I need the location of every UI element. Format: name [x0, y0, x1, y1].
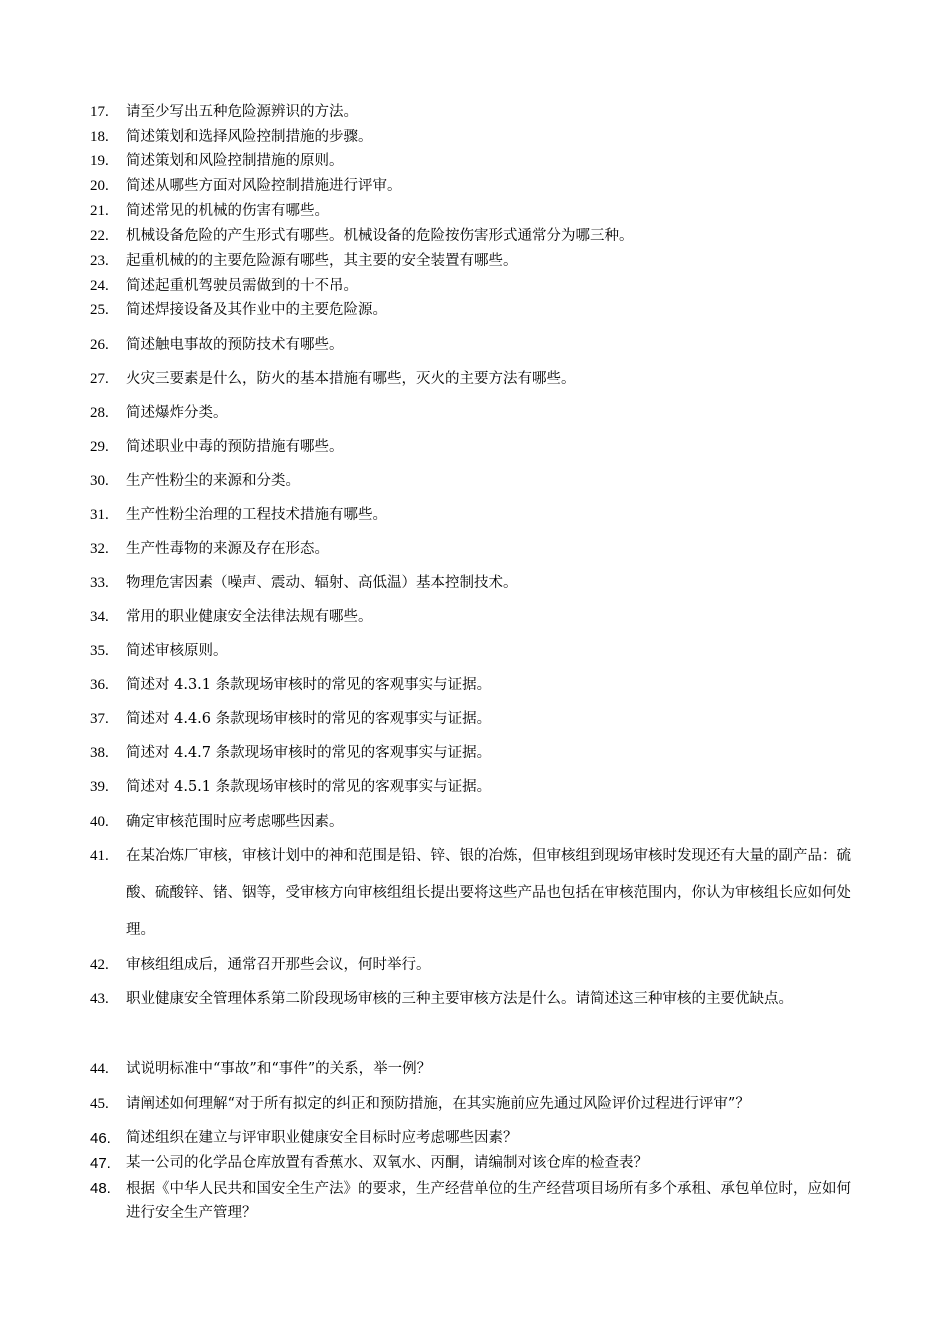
question-29 — [90, 438, 870, 457]
question-text: 根据《中华人民共和国安全生产法》的要求，生产经营单位的生产经营项目场所有多个承租、承包单位时，应如何进行安全生产管理？ — [126, 1181, 851, 1221]
question-32 — [90, 540, 870, 559]
question-47 — [90, 1154, 870, 1173]
question-46 — [90, 1129, 870, 1148]
question-28 — [90, 404, 870, 423]
question-23 — [90, 252, 870, 271]
question-number: 42. — [90, 957, 109, 973]
question-number: 37. — [90, 711, 109, 727]
question-number: 39. — [90, 779, 109, 795]
question-number: 31. — [90, 507, 109, 523]
question-number: 41. — [90, 848, 109, 864]
question-number: 29. — [90, 439, 109, 455]
question-38 — [90, 744, 870, 763]
question-number: 27. — [90, 371, 109, 387]
question-41 — [90, 847, 870, 949]
question-number: 23. — [90, 253, 109, 269]
question-text: 简述职业中毒的预防措施有哪些。 — [126, 439, 344, 455]
question-text: 生产性粉尘治理的工程技术措施有哪些。 — [126, 507, 387, 523]
question-43 — [90, 990, 870, 1018]
question-text: 简述触电事故的预防技术有哪些。 — [126, 337, 344, 353]
question-text: 在某冶炼厂审核，审核计划中的神和范围是铅、锌、银的冶炼，但审核组到现场审核时发现还有大量的副产品：硫酸、硫酸锌、锗、铟等，受审核方向审核组组长提出要将这些产品也包括在审核范围内，你认为审核组长应如何处理。 — [126, 848, 851, 938]
question-35 — [90, 642, 870, 661]
question-number: 47. — [90, 1155, 111, 1172]
question-text: 某一公司的化学品仓库放置有香蕉水、双氧水、丙酮，请编制对该仓库的检查表？ — [126, 1155, 648, 1171]
question-21 — [90, 202, 870, 221]
question-17 — [90, 103, 870, 122]
question-40 — [90, 813, 870, 832]
question-text: 简述对 4.4.7 条款现场审核时的常见的客观事实与证据。 — [126, 745, 492, 761]
question-19 — [90, 152, 870, 171]
question-text: 请阐述如何理解“对于所有拟定的纠正和预防措施，在其实施前应先通过风险评价过程进行评审”？ — [126, 1096, 750, 1112]
question-33 — [90, 574, 870, 593]
question-24 — [90, 277, 870, 296]
question-number: 28. — [90, 405, 109, 421]
question-number: 24. — [90, 278, 109, 294]
question-18 — [90, 128, 870, 147]
question-number: 34. — [90, 609, 109, 625]
question-30 — [90, 472, 870, 491]
question-37 — [90, 710, 870, 729]
question-number: 48. — [90, 1180, 111, 1197]
question-number: 35. — [90, 643, 109, 659]
question-45 — [90, 1095, 870, 1114]
question-36 — [90, 676, 870, 695]
question-number: 25. — [90, 302, 109, 318]
question-number: 20. — [90, 178, 109, 194]
question-text: 简述爆炸分类。 — [126, 405, 228, 421]
question-text: 生产性毒物的来源及存在形态。 — [126, 541, 329, 557]
question-number: 38. — [90, 745, 109, 761]
question-42 — [90, 956, 870, 975]
question-text: 机械设备危险的产生形式有哪些。机械设备的危险按伤害形式通常分为哪三种。 — [126, 228, 634, 244]
question-25 — [90, 301, 870, 320]
question-number: 45. — [90, 1096, 109, 1112]
question-text: 职业健康安全管理体系第二阶段现场审核的三种主要审核方法是什么。请简述这三种审核的主要优缺点。 — [126, 991, 793, 1007]
question-44 — [90, 1060, 870, 1079]
question-27 — [90, 370, 870, 389]
question-text: 试说明标准中“事故”和“事件”的关系，举一例？ — [126, 1061, 432, 1077]
question-26 — [90, 336, 870, 355]
question-text: 简述对 4.4.6 条款现场审核时的常见的客观事实与证据。 — [126, 711, 492, 727]
question-number: 32. — [90, 541, 109, 557]
question-number: 21. — [90, 203, 109, 219]
question-text: 火灾三要素是什么，防火的基本措施有哪些，灭火的主要方法有哪些。 — [126, 371, 576, 387]
question-48 — [90, 1179, 870, 1225]
question-text: 简述策划和风险控制措施的原则。 — [126, 153, 344, 169]
question-text: 起重机械的的主要危险源有哪些，其主要的安全装置有哪些。 — [126, 253, 518, 269]
question-39 — [90, 778, 870, 797]
question-text: 简述对 4.3.1 条款现场审核时的常见的客观事实与证据。 — [126, 677, 492, 693]
question-31 — [90, 506, 870, 525]
question-text: 审核组组成后，通常召开那些会议，何时举行。 — [126, 957, 431, 973]
question-34 — [90, 608, 870, 627]
question-number: 22. — [90, 228, 109, 244]
question-number: 46. — [90, 1130, 111, 1147]
question-number: 18. — [90, 129, 109, 145]
question-text: 简述策划和选择风险控制措施的步骤。 — [126, 129, 373, 145]
question-text: 简述从哪些方面对风险控制措施进行评审。 — [126, 178, 402, 194]
question-text: 简述常见的机械的伤害有哪些。 — [126, 203, 329, 219]
question-number: 17. — [90, 104, 109, 120]
question-number: 40. — [90, 814, 109, 830]
question-22 — [90, 227, 870, 246]
question-number: 30. — [90, 473, 109, 489]
question-number: 44. — [90, 1061, 109, 1077]
question-text: 简述组织在建立与评审职业健康安全目标时应考虑哪些因素？ — [126, 1130, 518, 1146]
question-text: 确定审核范围时应考虑哪些因素。 — [126, 814, 344, 830]
question-text: 请至少写出五种危险源辨识的方法。 — [126, 104, 358, 120]
question-number: 26. — [90, 337, 109, 353]
question-number: 19. — [90, 153, 109, 169]
question-text: 简述对 4.5.1 条款现场审核时的常见的客观事实与证据。 — [126, 779, 492, 795]
question-text: 常用的职业健康安全法律法规有哪些。 — [126, 609, 373, 625]
question-number: 43. — [90, 991, 109, 1007]
question-text: 简述起重机驾驶员需做到的十不吊。 — [126, 278, 358, 294]
question-text: 生产性粉尘的来源和分类。 — [126, 473, 300, 489]
question-text: 物理危害因素（噪声、震动、辐射、高低温）基本控制技术。 — [126, 575, 518, 591]
question-text: 简述审核原则。 — [126, 643, 228, 659]
question-text: 简述焊接设备及其作业中的主要危险源。 — [126, 302, 387, 318]
question-number: 33. — [90, 575, 109, 591]
question-20 — [90, 177, 870, 196]
question-number: 36. — [90, 677, 109, 693]
